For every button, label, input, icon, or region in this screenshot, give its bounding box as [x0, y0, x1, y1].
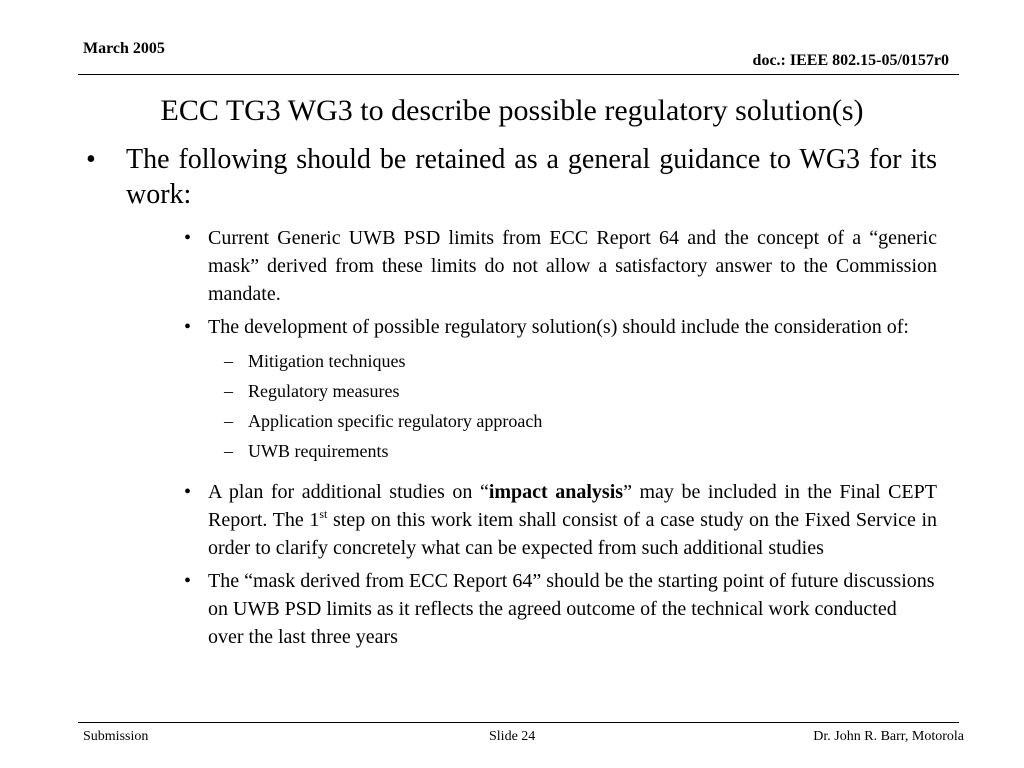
sub-bullet-2-text: The development of possible regulatory solution(s) should include the consideration of:: [208, 316, 909, 338]
footer-divider: [78, 722, 959, 723]
dash-item-text: UWB requirements: [248, 441, 389, 461]
header-date: March 2005: [83, 40, 165, 57]
dash-icon: –: [224, 381, 233, 401]
main-bullet-text: The following should be retained as a general guidance to WG3 for its work:: [126, 144, 937, 210]
ordinal-superscript: st: [319, 507, 328, 521]
footer-slide-number: Slide 24: [489, 729, 536, 744]
dash-item-text: Mitigation techniques: [248, 351, 406, 371]
dash-item-text: Application specific regulatory approach: [248, 411, 543, 431]
sub-bullet-3-part2: ” may be included in the Final CEPT Report. The 1: [208, 481, 937, 531]
dash-icon: –: [224, 351, 233, 371]
bullet-icon: •: [184, 481, 192, 503]
footer-author: Dr. John R. Barr, Motorola: [813, 729, 964, 744]
dash-item: [224, 440, 937, 462]
sub-bullet-3: [184, 478, 937, 562]
bullet-icon: •: [184, 316, 192, 338]
main-bullet: [86, 142, 937, 212]
dash-icon: –: [224, 441, 233, 461]
sub-bullet-2: [184, 313, 937, 341]
sub-bullet-1: [184, 224, 937, 308]
dash-item: [224, 380, 937, 402]
dash-item: [224, 410, 937, 432]
sub-bullet-3-part1: A plan for additional studies on “: [208, 481, 489, 503]
slide-title: ECC TG3 WG3 to describe possible regulatory solution(s): [160, 94, 864, 127]
sub-bullet-4-text: The “mask derived from ECC Report 64” should be the starting point of future discussions on UWB PSD limits as it reflects the agreed outcome of the technical work conducted over the last three years: [208, 570, 935, 648]
dash-item: [224, 350, 937, 372]
impact-analysis-emphasis: impact analysis: [488, 481, 624, 503]
sub-bullet-4: [184, 567, 937, 651]
slide-content: [86, 142, 937, 651]
sub-bullet-3-part3: step on this work item shall consist of a case study on the Fixed Service in order to clarify concretely what can be expected from such additional studies: [208, 509, 938, 559]
sub-bullet-1-text: Current Generic UWB PSD limits from ECC Report 64 and the concept of a “generic mask” derived from these limits do not allow a satisfactory answer to the Commission mandate.: [208, 227, 937, 305]
header-divider: [78, 74, 959, 75]
sub-bullet-3-text: [208, 478, 937, 562]
bullet-icon: •: [86, 144, 96, 175]
header-doc-id: doc.: IEEE 802.15-05/0157r0: [752, 52, 949, 69]
bullet-icon: •: [184, 227, 192, 249]
dash-item-text: Regulatory measures: [248, 381, 400, 401]
bullet-icon: •: [184, 570, 192, 592]
footer-submission: Submission: [83, 729, 149, 744]
dash-icon: –: [224, 411, 233, 431]
